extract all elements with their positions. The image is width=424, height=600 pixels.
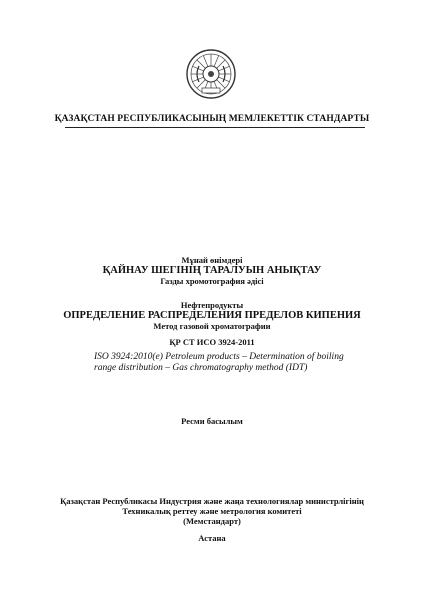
edition-label: Ресми басылым <box>181 416 243 426</box>
publisher-line-3: (Мемстандарт) <box>183 516 241 526</box>
publisher-block <box>0 496 424 526</box>
kazakh-title: ҚАЙНАУ ШЕГІНІҢ ТАРАЛУЫН АНЫҚТАУ <box>102 265 322 276</box>
standard-header: ҚАЗАҚСТАН РЕСПУБЛИКАСЫНЫҢ МЕМЛЕКЕТТІК СТАНДАРТЫ <box>54 114 370 124</box>
russian-title-block <box>0 300 424 331</box>
kazakh-title-block <box>0 255 424 286</box>
publisher-line-1: Қазақстан Республикасы Индустрия және жаңа технологиялар министрлігінің <box>60 496 364 506</box>
kazakh-category: Мұнай өнімдері <box>181 255 243 265</box>
iso-reference-line-1: ISO 3924:2010(e) Petroleum products – Determination of boiling <box>94 352 344 362</box>
russian-title: ОПРЕДЕЛЕНИЕ РАСПРЕДЕЛЕНИЯ ПРЕДЕЛОВ КИПЕНИЯ <box>63 310 361 321</box>
kazakh-method: Газды хромотография әдісі <box>160 276 264 286</box>
iso-reference-line-2: range distribution – Gas chromatography method (IDT) <box>94 363 308 373</box>
russian-category: Нефтепродукты <box>180 300 244 310</box>
state-emblem-icon <box>185 48 237 100</box>
header-divider <box>65 127 365 128</box>
standard-code: ҚР СТ ИСО 3924-2011 <box>169 337 255 347</box>
iso-reference <box>94 352 394 374</box>
russian-method: Метод газовой хроматографии <box>153 321 271 331</box>
city-label: Астана <box>198 533 226 543</box>
publisher-line-2: Техникалық реттеу және метрология комитеті <box>122 506 302 516</box>
